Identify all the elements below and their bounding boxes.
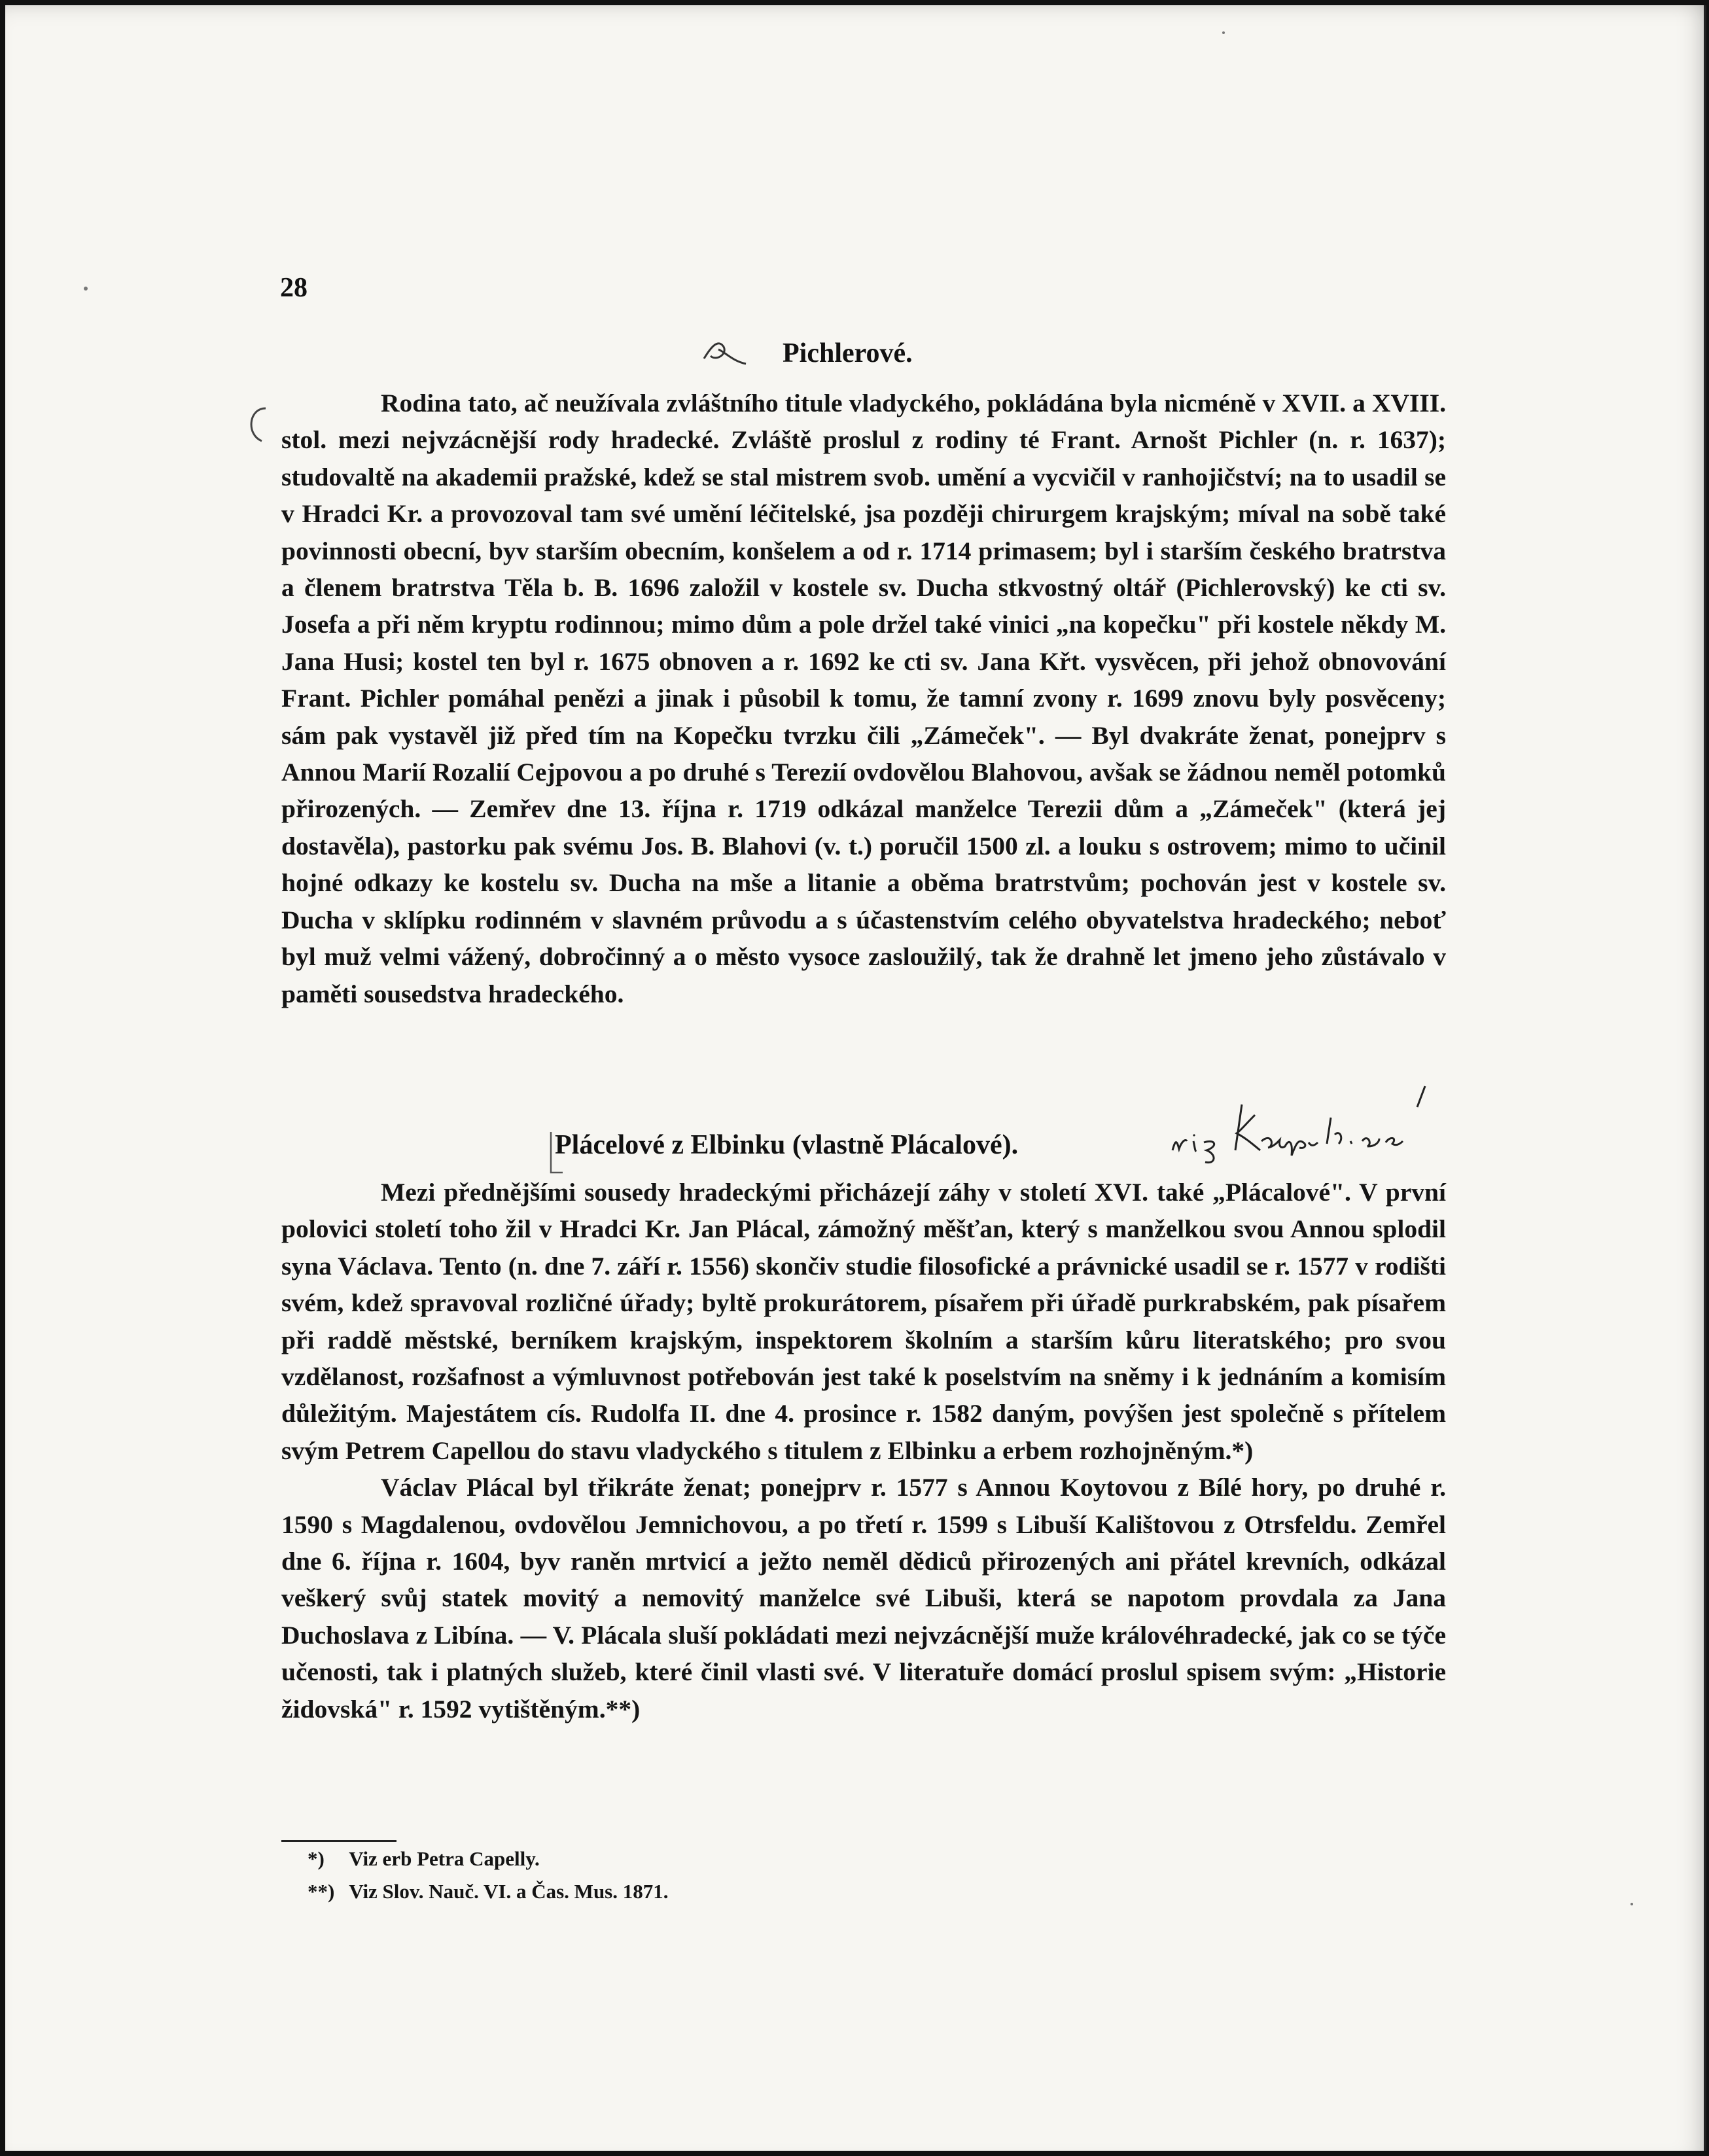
scan-speck <box>1222 31 1225 34</box>
footnote <box>308 1875 1224 1908</box>
footnote-mark: *) <box>308 1847 325 1870</box>
footnote-text: Viz Slov. Nauč. VI. a Čas. Mus. 1871. <box>349 1880 669 1903</box>
pencil-mark <box>699 332 751 372</box>
handwritten-annotation <box>1163 1078 1451 1170</box>
margin-pencil-mark <box>242 402 275 454</box>
paragraph: Rodina tato, ač neužívala zvláštního titule vladyckého, pokládána byla nicméně v XVII. a XVIII. stol. mezi nejvzácnější rody hradecké. Zvláště proslul z rodiny té Frant. Arnošt Pichler (n. r. 1637); studovaltě na akademii pražské, kdež se stal mistrem svob. umění a vycvičil v ranhojičství; na to usadil se v Hradci Kr. a provozoval tam své umění léčitelské, jsa později chirurgem krajským; míval na sobě také povinnosti obecní, byv starším obecním, konšelem a od r. 1714 primasem; byl i starším českého bratrstva a členem bratrstva Těla b. B. 1696 založil v kostele sv. Ducha stkvostný oltář (Pichlerovský) ke cti sv. Josefa a při něm kryptu rodinnou; mimo dům a pole držel také vinici „na kopečku" při kostele někdy M. Jana Husi; kostel ten byl r. 1675 obnoven a r. 1692 ke cti sv. Jana Křt. vysvěcen, při jehož obnovování Frant. Pichler pomáhal penězi a jinak i působil k tomu, že tamní zvony r. 1699 znovu byly posvěceny; sám pak vystavěl již před tím na Kopečku tvrzku čili „Zámeček". — Byl dvakráte ženat, ponejprv s Annou Marií Rozalií Cejpovou a po druhé s Terezií ovdovělou Blahovou, avšak se žádnou neměl potomků přirozených. — Zemřev dne 13. října r. 1719 odkázal manželce Terezii dům a „Zámeček" (která jej dostavěla), pastorku pak svému Jos. B. Blahovi (v. t.) poručil 1500 zl. a louku s ostrovem; mimo to učinil hojné odkazy ke kostelu sv. Ducha na mše a litanie a oběma bratrstvům; pochován jest v kostele sv. Ducha v sklípku rodinném v slavném průvodu a s účastenstvím celého obyvatelstva hradeckého; neboť byl muž velmi vážený, dobročinný a o město vysoce zasloužilý, tak že drahně let jmeno jeho zůstávalo v paměti sousedstva hradeckého. <box>281 389 1446 1008</box>
footnote-text: Viz erb Petra Capelly. <box>349 1847 540 1870</box>
section-heading-placelove: Plácelové z Elbinku (vlastně Plácalové). <box>555 1130 1019 1160</box>
scan-speck <box>1630 1903 1633 1905</box>
paragraph: Václav Plácal byl třikráte ženat; ponejprv r. 1577 s Annou Koytovou z Bílé hory, po druhé r. 1590 s Magdalenou, ovdovělou Jemnichovou, a po třetí r. 1599 s Libuší Kalištovou z Otrsfeldu. Zemřel dne 6. října r. 1604, byv raněn mrtvicí a ježto neměl dědiců přirozených ani přátel krevních, odkázal veškerý svůj statek movitý a nemovitý manželce své Libuši, která se napotom provdala za Jana Duchoslava z Libína. — V. Plácala sluší pokládati mezi nejvzácnější muže královéhradecké, jak co se týče učenosti, tak i platných služeb, které činil vlasti své. V literatuře domácí proslul spisem svým: „Historie židovská" r. 1592 vytištěným.**) <box>281 1473 1446 1723</box>
footnote <box>308 1843 1224 1875</box>
footnote-divider <box>281 1840 396 1842</box>
section-placelove-body <box>281 1174 1446 1727</box>
paragraph: Mezi přednějšími sousedy hradeckými přicházejí záhy v století XVI. také „Plácalové". V první polovici století toho žil v Hradci Kr. Jan Plácal, zámožný měšťan, který s manželkou svou Annou splodil syna Václava. Tento (n. dne 7. září r. 1556) skončiv studie filosofické a právnické usadil se r. 1577 v rodišti svém, kdež spravoval rozličné úřady; byltě prokurátorem, písařem při úřadě purkrabském, pak písařem při raddě městské, berníkem krajským, inspektorem školním a starším kůru literatského; pro svou vzdělanost, rozšafnost a výmluvnost potřebován jest také k poselstvím na sněmy i k jednáním a komisím důležitým. Majestátem cís. Rudolfa II. dne 4. prosince r. 1582 daným, povýšen jest společně s přítelem svým Petrem Capellou do stavu vladyckého s titulem z Elbinku a erbem rozhojněným.*) <box>281 1178 1446 1465</box>
footnotes <box>308 1843 1224 1908</box>
scanned-page <box>5 5 1706 2151</box>
footnote-mark: **) <box>308 1880 335 1903</box>
section-pichlerove-body <box>281 385 1446 1012</box>
section-heading-pichlerove: Pichlerové. <box>783 338 913 368</box>
scan-speck <box>84 287 88 291</box>
page-number: 28 <box>280 273 308 303</box>
